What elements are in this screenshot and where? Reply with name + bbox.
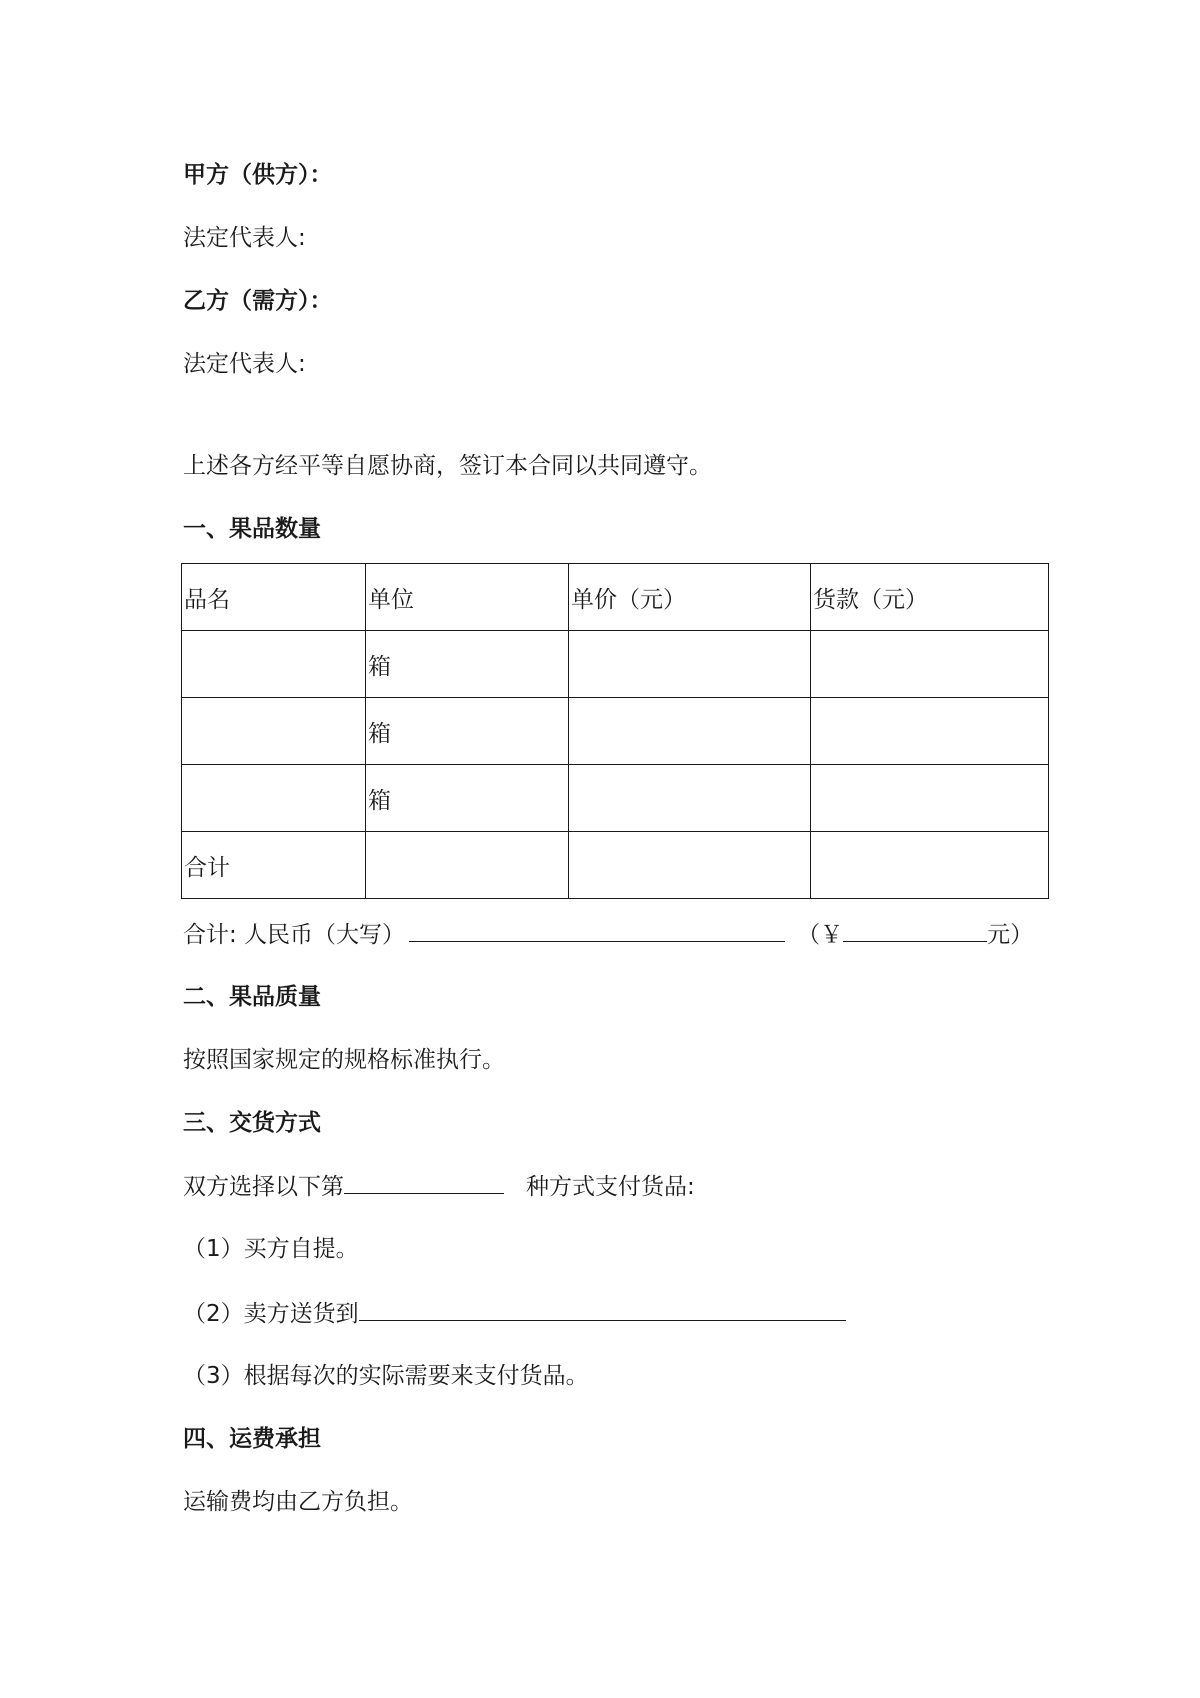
table-header-row xyxy=(182,564,1049,631)
table-row xyxy=(182,631,1049,698)
table-cell xyxy=(569,765,811,832)
party-b-rep-label: 法定代表人: xyxy=(183,351,306,377)
table-cell xyxy=(182,631,366,698)
table-cell xyxy=(569,832,811,899)
table-cell: 箱 xyxy=(366,698,569,765)
delivery-address-blank[interactable] xyxy=(359,1298,846,1321)
party-a-label: 甲方（供方）： xyxy=(183,162,333,188)
table-cell xyxy=(569,698,811,765)
table-cell: 箱 xyxy=(366,765,569,832)
table-cell xyxy=(811,765,1049,832)
table-cell: 箱 xyxy=(366,631,569,698)
delivery-option-2 xyxy=(183,1298,846,1329)
goods-table xyxy=(181,563,1049,899)
delivery-option-3: （3）根据每次的实际需要来支付货品。 xyxy=(183,1363,589,1389)
section-4-title: 四、运费承担 xyxy=(183,1426,321,1452)
table-cell xyxy=(366,832,569,899)
table-header-cell: 单价（元） xyxy=(569,564,811,631)
total-words-blank[interactable] xyxy=(409,919,785,942)
delivery-option-2-label: （2）卖方送货到 xyxy=(183,1301,359,1327)
table-cell xyxy=(811,698,1049,765)
table-total-row xyxy=(182,832,1049,899)
preamble-text: 上述各方经平等自愿协商，签订本合同以共同遵守。 xyxy=(183,453,712,479)
table-cell: 合计 xyxy=(182,832,366,899)
table-cell xyxy=(569,631,811,698)
total-mid-label: （￥ xyxy=(797,922,844,948)
table-header-cell: 品名 xyxy=(182,564,366,631)
table-header-cell: 单位 xyxy=(366,564,569,631)
table-cell xyxy=(811,631,1049,698)
table-cell xyxy=(182,698,366,765)
total-prefix-label: 合计: 人民币（大写） xyxy=(183,922,406,948)
total-number-blank[interactable] xyxy=(843,919,987,942)
delivery-choice-suffix: 种方式支付货品: xyxy=(526,1174,695,1200)
section-1-title: 一、果品数量 xyxy=(183,516,321,542)
total-amount-line xyxy=(183,919,1033,950)
section-2-text: 按照国家规定的规格标准执行。 xyxy=(183,1047,505,1073)
delivery-choice-line xyxy=(183,1171,695,1202)
table-cell xyxy=(811,832,1049,899)
section-3-title: 三、交货方式 xyxy=(183,1110,321,1136)
table-cell xyxy=(182,765,366,832)
section-2-title: 二、果品质量 xyxy=(183,984,321,1010)
total-suffix-label: 元） xyxy=(987,922,1034,948)
delivery-option-1: （1）买方自提。 xyxy=(183,1236,359,1262)
party-a-rep-label: 法定代表人: xyxy=(183,225,306,251)
delivery-choice-blank[interactable] xyxy=(344,1171,504,1194)
table-header-cell: 货款（元） xyxy=(811,564,1049,631)
table-row xyxy=(182,765,1049,832)
table-row xyxy=(182,698,1049,765)
party-b-label: 乙方（需方）： xyxy=(183,288,333,314)
delivery-choice-prefix: 双方选择以下第 xyxy=(183,1174,344,1200)
section-4-text: 运输费均由乙方负担。 xyxy=(183,1489,413,1515)
